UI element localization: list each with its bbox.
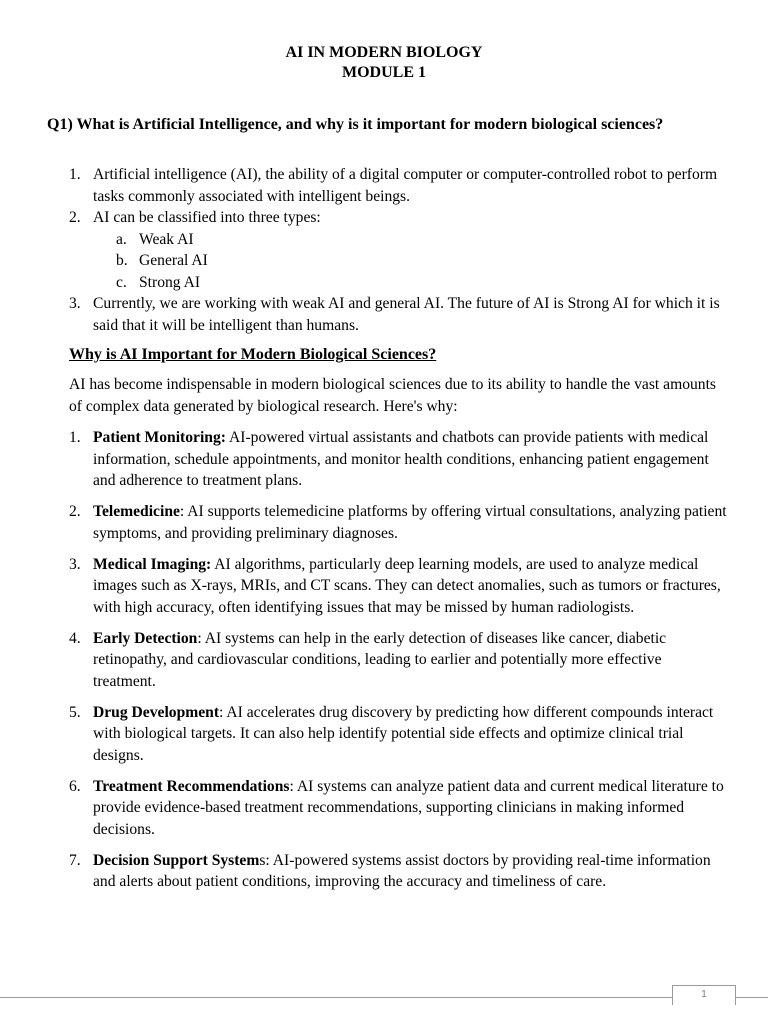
- importance-list: [47, 427, 727, 902]
- list-item-text: AI can be classified into three types:: [93, 209, 321, 226]
- question-heading: Q1) What is Artificial Intelligence, and why is it important for modern biological sciences?: [47, 116, 664, 133]
- sub-list-item-text: Weak AI: [139, 230, 194, 248]
- sub-list-item-text: General AI: [139, 252, 208, 269]
- title-line-2: MODULE 1: [342, 64, 426, 81]
- list-number: 5.: [69, 703, 81, 721]
- list-item-text: : AI supports telemedicine platforms by offering virtual consultations, analyzing patient symptoms, and providing preliminary diagnoses.: [93, 503, 727, 542]
- sub-list-item-text: Strong AI: [139, 273, 201, 291]
- list-number: 7.: [69, 851, 81, 869]
- list-item-term: Telemedicine: [93, 503, 180, 520]
- list-item: [47, 501, 727, 544]
- list-item-text: AI-powered virtual assistants and chatbots can provide patients with medical information, schedule appointments, and monitor health conditions, enhancing patient engagement and adherence to treatment plans.: [93, 429, 709, 489]
- footer-divider: [0, 997, 768, 998]
- page-title: [0, 43, 768, 83]
- list-item-term: Patient Monitoring:: [93, 429, 226, 446]
- list-item: [47, 850, 727, 893]
- sub-list-letter: c.: [116, 273, 127, 291]
- list-item-text: AI algorithms, particularly deep learning models, are used to analyze medical images such as X-rays, MRIs, and CT scans. They can detect anomalies, such as tumors or fractures, with high accuracy, often identifying issues that may be missed by human radiologists.: [93, 555, 721, 616]
- sub-list-item: [47, 250, 727, 272]
- list-item: [47, 164, 727, 207]
- sub-list-letter: b.: [116, 252, 128, 269]
- list-item-term: Decision Support System: [93, 851, 260, 869]
- list-item: [47, 427, 727, 492]
- list-number: 2.: [69, 503, 81, 520]
- list-item: [47, 776, 727, 841]
- list-number: 3.: [69, 295, 81, 312]
- list-item-text: s: AI-powered systems assist doctors by providing real-time information and alerts about patient conditions, improving the accuracy and timeliness of care.: [93, 851, 711, 890]
- list-number: 1.: [69, 166, 81, 183]
- intro-paragraph: AI has become indispensable in modern biological sciences due to its ability to handle the vast amounts of complex data generated by biological research. Here's why:: [69, 376, 716, 415]
- list-item-term: Medical Imaging:: [93, 555, 212, 573]
- list-item-term: Treatment Recommendations: [93, 777, 290, 795]
- list-item: [47, 293, 727, 336]
- list-number: 6.: [69, 777, 81, 795]
- list-number: 2.: [69, 209, 81, 226]
- ai-definition-list: [47, 164, 727, 336]
- list-number: 3.: [69, 555, 81, 573]
- list-item-text: : AI systems can help in the early detection of diseases like cancer, diabetic retinopathy, and cardiovascular conditions, leading to earlier and potentially more effective treatment.: [93, 629, 667, 690]
- list-item: [47, 628, 727, 693]
- sub-list-item: [47, 272, 727, 294]
- list-item-term: Early Detection: [93, 629, 198, 647]
- list-item: [47, 207, 727, 229]
- list-item-text: Currently, we are working with weak AI and general AI. The future of AI is Strong AI for which it is said that it will be intelligent than humans.: [93, 295, 720, 334]
- list-item: [47, 702, 727, 767]
- title-line-1: AI IN MODERN BIOLOGY: [285, 44, 483, 61]
- list-item-text: : AI systems can analyze patient data and current medical literature to provide evidence-based treatment recommendations, supporting clinicians in making informed decisions.: [93, 777, 724, 838]
- list-number: 1.: [69, 429, 81, 446]
- list-item-text: Artificial intelligence (AI), the ability of a digital computer or computer-controlled robot to perform tasks commonly associated with intelligent beings.: [93, 166, 718, 205]
- sub-list-letter: a.: [116, 230, 127, 248]
- page-number: 1: [672, 985, 736, 1005]
- section-heading: Why is AI Important for Modern Biological Sciences?: [69, 346, 437, 363]
- sub-list-item: [47, 229, 727, 251]
- list-item-term: Drug Development: [93, 703, 220, 721]
- list-number: 4.: [69, 629, 81, 647]
- list-item: [47, 554, 727, 619]
- list-item-text: : AI accelerates drug discovery by predicting how different compounds interact with biological targets. It can also help identify potential side effects and optimize clinical trial designs.: [93, 703, 714, 764]
